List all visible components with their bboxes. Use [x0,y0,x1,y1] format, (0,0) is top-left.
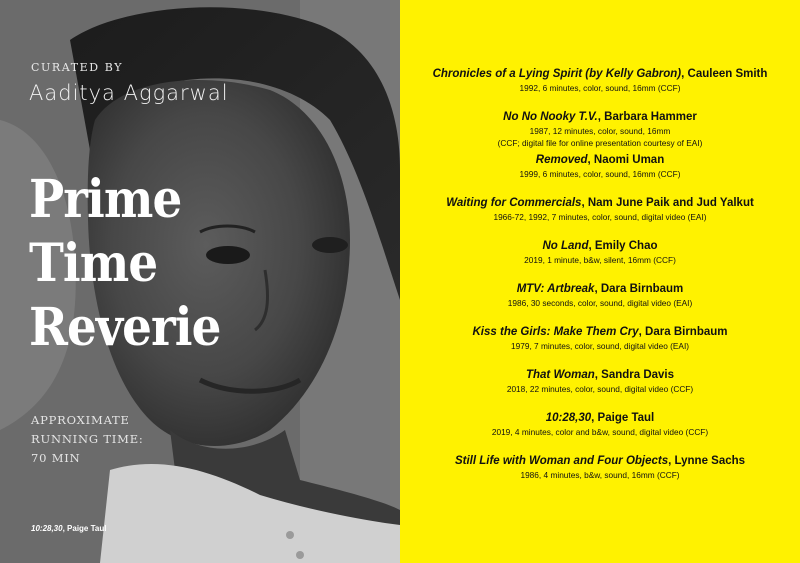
title-line: Reverie [29,297,221,358]
film-title: Still Life with Woman and Four Objects [454,455,669,467]
film-heading [400,282,800,297]
film-artist: , Emily Chao [588,240,658,252]
film-details: 1999, 6 minutes, color, sound, 16mm (CCF) [519,169,681,179]
film-artist: , Barbara Hammer [597,111,697,123]
film-entry [400,67,800,110]
film-artist: , Cauleen Smith [681,68,768,80]
film-entry [400,153,800,196]
film-heading [400,67,800,82]
running-time-line: RUNNING TIME: [31,432,144,446]
film-title: No Land [542,240,589,252]
film-details: 1986, 30 seconds, color, sound, digital video (EAI) [507,298,693,308]
film-entry [400,411,800,454]
film-details: 1966-72, 1992, 7 minutes, color, sound, digital video (EAI) [493,212,707,222]
film-details: 1992, 6 minutes, color, sound, 16mm (CCF) [519,83,681,93]
film-heading [400,454,800,469]
film-heading [400,411,800,426]
film-entry [400,454,800,497]
film-artist: , Dara Birnbaum [594,283,684,295]
film-artist: , Nam June Paik and Jud Yalkut [581,197,754,209]
running-time-line: APPROXIMATE [31,413,130,427]
film-artist: , Paige Taul [591,412,655,424]
program-panel [400,0,800,563]
film-artist: , Naomi Uman [587,154,665,166]
film-title: 10:28,30 [545,412,592,424]
film-details: 2018, 22 minutes, color, sound, digital video (CCF) [506,384,694,394]
exhibition-title [29,168,299,360]
film-details: 1986, 4 minutes, b&w, sound, 16mm (CCF) [520,470,680,480]
film-details: 1979, 7 minutes, color, sound, digital video (EAI) [510,341,690,351]
running-time-line: 70 MIN [31,451,81,465]
title-line: Prime [29,169,182,230]
image-caption [31,524,106,533]
caption-work: 10:28,30 [31,524,63,533]
film-entry [400,110,800,153]
film-title: Chronicles of a Lying Spirit (by Kelly Gabron) [432,68,682,80]
film-title: Waiting for Commercials [446,197,582,209]
film-entry [400,325,800,368]
film-heading [400,153,800,168]
film-heading [400,368,800,383]
film-heading [400,196,800,211]
film-details: (CCF; digital file for online presentation courtesy of EAI) [497,138,703,148]
film-entry [400,282,800,325]
film-entry [400,196,800,239]
film-artist: , Dara Birnbaum [638,326,728,338]
film-entry [400,239,800,282]
film-title: No No Nooky T.V. [503,111,598,123]
film-artist: , Sandra Davis [594,369,675,381]
film-title: That Woman [525,369,595,381]
film-entry [400,368,800,411]
running-time [31,411,171,468]
film-details: 1987, 12 minutes, color, sound, 16mm [529,126,671,136]
film-heading [400,325,800,340]
film-list [400,67,800,497]
film-heading [400,239,800,254]
film-artist: , Lynne Sachs [668,455,746,467]
film-details: 2019, 4 minutes, color and b&w, sound, digital video (CCF) [491,427,709,437]
curator-name: Aaditya Aggarwal [29,81,229,105]
film-details: 2019, 1 minute, b&w, silent, 16mm (CCF) [524,255,676,265]
film-title: MTV: Artbreak [516,283,595,295]
film-title: Removed [535,154,588,166]
film-heading [400,110,800,125]
film-title: Kiss the Girls: Make Them Cry [472,326,639,338]
title-line: Time [29,233,158,294]
curated-by-label: CURATED BY [31,61,124,74]
caption-artist: , Paige Taul [62,524,107,533]
